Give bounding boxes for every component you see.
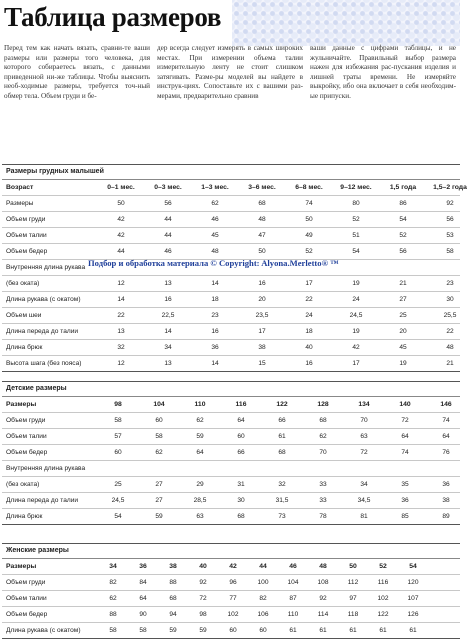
table-cell: 64 xyxy=(442,433,450,440)
row-label: Объем шеи xyxy=(6,312,42,319)
table-row xyxy=(2,445,460,461)
table-cell: 82 xyxy=(259,595,267,602)
table-cell: 50 xyxy=(117,200,125,207)
table-cell: 107 xyxy=(407,595,419,602)
column-header: 50 xyxy=(349,563,357,570)
row-label: Внутренняя длина рукава xyxy=(6,264,86,271)
table-cell: 34,5 xyxy=(357,497,371,504)
table-cell: 73 xyxy=(278,513,286,520)
table-cell: 35 xyxy=(401,481,409,488)
table-cell: 116 xyxy=(377,579,389,586)
table-cell: 84 xyxy=(139,579,147,586)
intro-column-2: дер всегда следует измерять в самых широких местах. При измерении объема талии измерительную ленту не стоит слишком затягивать. Разме-ры моделей вы найдете в инструк-циях. Сопоставьте их с вашими раз-мерами, предварительно сравнив xyxy=(157,44,303,100)
column-header: 9–12 мес. xyxy=(340,184,372,191)
table-cell: 74 xyxy=(442,417,450,424)
table-cell: 22 xyxy=(305,296,313,303)
row-label: Объем талии xyxy=(6,433,47,440)
table-cell: 18 xyxy=(211,296,219,303)
table-cell: 114 xyxy=(317,611,329,618)
table-cell: 62 xyxy=(109,595,117,602)
table-cell: 64 xyxy=(401,433,409,440)
table-cell: 14 xyxy=(164,328,172,335)
table-cell: 90 xyxy=(139,611,147,618)
column-header: 134 xyxy=(358,401,370,408)
table-cell: 32 xyxy=(117,344,125,351)
table-cell: 52 xyxy=(305,248,313,255)
table-cell: 48 xyxy=(211,248,219,255)
copyright-watermark: Подбор и обработка материала © Copyright: Alyona.Merletto® ™ xyxy=(88,258,339,268)
page-title: Таблица размеров xyxy=(4,2,222,32)
table-cell: 40 xyxy=(305,344,313,351)
table-cell: 14 xyxy=(117,296,125,303)
column-header: 0–1 мес. xyxy=(107,184,135,191)
table-cell: 53 xyxy=(446,232,454,239)
table-row xyxy=(2,196,460,212)
table-cell: 22 xyxy=(117,312,125,319)
table-cell: 112 xyxy=(347,579,359,586)
table-cell: 13 xyxy=(164,360,172,367)
row-label: Объем бедер xyxy=(6,449,48,456)
intro-column-3: ваши данные с цифрами таблицы, и не жульничайте. Правильный выбор размера нажен для избежания рас-пускания изделия и лишней траты времени. Не измеряйте выкройку, ибо она включает в себя необходим-ые припуски. xyxy=(310,44,456,100)
table-cell: 61 xyxy=(319,627,327,634)
table-cell: 19 xyxy=(352,328,360,335)
table-cell: 120 xyxy=(407,579,419,586)
table-cell: 48 xyxy=(446,344,454,351)
table-cell: 102 xyxy=(377,595,389,602)
table-cell: 94 xyxy=(169,611,177,618)
table-cell: 61 xyxy=(278,433,286,440)
table-cell: 62 xyxy=(211,200,219,207)
table-row xyxy=(2,429,460,445)
table-cell: 62 xyxy=(319,433,327,440)
lace-header-decoration xyxy=(232,0,460,46)
table-header-row xyxy=(2,180,467,196)
table-cell: 77 xyxy=(229,595,237,602)
table-cell: 16 xyxy=(258,280,266,287)
table-cell: 24,5 xyxy=(111,497,125,504)
table-cell: 78 xyxy=(319,513,327,520)
table-cell: 96 xyxy=(229,579,237,586)
table-cell: 62 xyxy=(155,449,163,456)
table-row xyxy=(2,493,460,509)
table-cell: 27 xyxy=(399,296,407,303)
table-cell: 48 xyxy=(258,216,266,223)
table-cell: 122 xyxy=(377,611,389,618)
table-cell: 60 xyxy=(237,433,245,440)
column-header: 104 xyxy=(153,401,165,408)
table-cell: 34 xyxy=(164,344,172,351)
table-cell: 64 xyxy=(196,449,204,456)
table-row xyxy=(2,356,460,371)
row-label: Внутренняя длина рукава xyxy=(6,465,86,472)
table-cell: 50 xyxy=(258,248,266,255)
table-cell: 61 xyxy=(379,627,387,634)
table-cell: 45 xyxy=(399,344,407,351)
row-label: Длина брюк xyxy=(6,344,43,351)
row-label: Размеры xyxy=(6,200,34,207)
column-header: 44 xyxy=(259,563,267,570)
table-cell: 88 xyxy=(169,579,177,586)
table-cell: 56 xyxy=(446,216,454,223)
table-cell: 24 xyxy=(305,312,313,319)
table-cell: 54 xyxy=(114,513,122,520)
table-cell: 85 xyxy=(401,513,409,520)
table-cell: 92 xyxy=(319,595,327,602)
table-cell: 45 xyxy=(211,232,219,239)
column-header-label: Возраст xyxy=(6,184,34,191)
table-cell: 38 xyxy=(258,344,266,351)
column-header: 38 xyxy=(169,563,177,570)
table-row xyxy=(2,308,460,324)
table-header-row xyxy=(2,559,460,575)
table-cell: 100 xyxy=(257,579,269,586)
table-cell: 13 xyxy=(164,280,172,287)
table-cell: 17 xyxy=(258,328,266,335)
table-infant-sizes xyxy=(2,164,467,372)
table-cell: 52 xyxy=(352,216,360,223)
column-header-label: Размеры xyxy=(6,401,37,408)
table-cell: 21 xyxy=(446,360,454,367)
table-cell: 87 xyxy=(289,595,297,602)
column-header: 98 xyxy=(114,401,122,408)
row-label: Объем бедер xyxy=(6,611,48,618)
table-cell: 80 xyxy=(352,200,360,207)
column-header: 116 xyxy=(235,401,247,408)
table-heading: Размеры грудных малышей xyxy=(2,165,460,180)
table-cell: 63 xyxy=(196,513,204,520)
table-cell: 30 xyxy=(446,296,454,303)
table-cell: 31,5 xyxy=(275,497,289,504)
table-cell: 42 xyxy=(117,216,125,223)
column-header: 1,5 года xyxy=(389,184,417,191)
table-cell: 16 xyxy=(305,360,313,367)
table-cell: 57 xyxy=(114,433,122,440)
table-cell: 60 xyxy=(155,417,163,424)
table-cell: 24 xyxy=(352,296,360,303)
table-cell: 22,5 xyxy=(161,312,175,319)
table-cell: 46 xyxy=(211,216,219,223)
table-cell: 36 xyxy=(401,497,409,504)
row-label: Длина переда до талии xyxy=(6,328,79,335)
table-cell: 51 xyxy=(352,232,360,239)
row-label: Объем талии xyxy=(6,595,47,602)
table-header-row xyxy=(2,397,460,413)
table-cell: 25 xyxy=(399,312,407,319)
column-header: 122 xyxy=(276,401,288,408)
table-cell: 44 xyxy=(164,232,172,239)
table-cell: 74 xyxy=(305,200,313,207)
table-row xyxy=(2,292,460,308)
table-cell: 31 xyxy=(237,481,245,488)
column-header-label: Размеры xyxy=(6,563,37,570)
table-cell: 97 xyxy=(349,595,357,602)
table-cell: 22 xyxy=(446,328,454,335)
table-cell: 92 xyxy=(446,200,454,207)
table-cell: 25,5 xyxy=(443,312,457,319)
table-cell: 68 xyxy=(169,595,177,602)
table-cell: 58 xyxy=(139,627,147,634)
row-label: Объем груди xyxy=(6,417,46,424)
table-cell: 59 xyxy=(196,433,204,440)
table-cell: 68 xyxy=(278,449,286,456)
table-cell: 61 xyxy=(289,627,297,634)
column-header: 6–8 мес. xyxy=(295,184,323,191)
table-cell: 23,5 xyxy=(255,312,269,319)
table-cell: 61 xyxy=(349,627,357,634)
column-header: 54 xyxy=(409,563,417,570)
table-cell: 61 xyxy=(409,627,417,634)
table-cell: 52 xyxy=(399,232,407,239)
table-row xyxy=(2,607,460,623)
table-heading: Женские размеры xyxy=(2,544,460,559)
table-cell: 82 xyxy=(109,579,117,586)
table-cell: 58 xyxy=(155,433,163,440)
table-cell: 30 xyxy=(237,497,245,504)
table-cell: 17 xyxy=(352,360,360,367)
table-cell: 58 xyxy=(446,248,454,255)
table-cell: 68 xyxy=(237,513,245,520)
column-header: 34 xyxy=(109,563,117,570)
table-cell: 58 xyxy=(114,417,122,424)
table-cell: 13 xyxy=(117,328,125,335)
row-label: Объем груди xyxy=(6,216,46,223)
column-header: 48 xyxy=(319,563,327,570)
table-cell: 42 xyxy=(117,232,125,239)
column-header: 1,5–2 года xyxy=(433,184,467,191)
table-cell: 17 xyxy=(305,280,313,287)
column-header: 42 xyxy=(229,563,237,570)
table-cell: 60 xyxy=(259,627,267,634)
table-cell: 70 xyxy=(360,417,368,424)
table-cell: 27 xyxy=(155,481,163,488)
table-cell: 36 xyxy=(442,481,450,488)
column-header: 3–6 мес. xyxy=(248,184,276,191)
table-cell: 25 xyxy=(114,481,122,488)
table-cell: 54 xyxy=(399,216,407,223)
table-row xyxy=(2,212,460,228)
row-label: Длина рукава (с окатом) xyxy=(6,627,81,634)
table-row xyxy=(2,623,460,638)
table-cell: 42 xyxy=(352,344,360,351)
table-cell: 50 xyxy=(305,216,313,223)
table-cell: 68 xyxy=(258,200,266,207)
column-header: 146 xyxy=(440,401,452,408)
row-label: Объем груди xyxy=(6,579,46,586)
column-header: 140 xyxy=(399,401,411,408)
column-header: 1–3 мес. xyxy=(201,184,229,191)
intro-column-1: Перед тем как начать вязать, сравни-те ваши размеры или размеры того человека, для которого собираетесь вязать, с данными приведенной ни-же таблицы. Чтобы выяснить необ-ходимые размеры, требуется точ-ный обмер тела. Объем груди и бе- xyxy=(4,44,150,100)
table-cell: 104 xyxy=(287,579,299,586)
table-cell: 118 xyxy=(347,611,359,618)
table-cell: 66 xyxy=(237,449,245,456)
table-cell: 14 xyxy=(211,280,219,287)
table-cell: 66 xyxy=(278,417,286,424)
table-cell: 28,5 xyxy=(193,497,207,504)
table-cell: 72 xyxy=(199,595,207,602)
table-cell: 38 xyxy=(442,497,450,504)
table-cell: 64 xyxy=(237,417,245,424)
row-label: Высота шага (без пояса) xyxy=(6,360,82,367)
row-label: Длина брюк xyxy=(6,513,43,520)
row-label: Объем бедер xyxy=(6,248,48,255)
column-header: 36 xyxy=(139,563,147,570)
table-cell: 56 xyxy=(164,200,172,207)
table-cell: 98 xyxy=(199,611,207,618)
row-label: Длина рукава (с окатом) xyxy=(6,296,81,303)
table-women-sizes xyxy=(2,543,460,639)
table-cell: 14 xyxy=(211,360,219,367)
column-header: 52 xyxy=(379,563,387,570)
table-cell: 32 xyxy=(278,481,286,488)
table-row xyxy=(2,575,460,591)
table-cell: 102 xyxy=(227,611,239,618)
table-cell: 126 xyxy=(407,611,419,618)
table-cell: 36 xyxy=(211,344,219,351)
column-header: 46 xyxy=(289,563,297,570)
table-cell: 60 xyxy=(229,627,237,634)
table-cell: 59 xyxy=(199,627,207,634)
table-cell: 18 xyxy=(305,328,313,335)
table-cell: 56 xyxy=(399,248,407,255)
table-cell: 62 xyxy=(196,417,204,424)
table-cell: 89 xyxy=(442,513,450,520)
table-row xyxy=(2,324,460,340)
table-cell: 74 xyxy=(401,449,409,456)
table-cell: 20 xyxy=(399,328,407,335)
table-cell: 49 xyxy=(305,232,313,239)
row-label: (без оката) xyxy=(6,481,40,488)
table-cell: 44 xyxy=(164,216,172,223)
column-header: 0–3 мес. xyxy=(154,184,182,191)
table-cell: 15 xyxy=(258,360,266,367)
table-cell: 110 xyxy=(287,611,299,618)
table-cell: 59 xyxy=(169,627,177,634)
table-cell: 72 xyxy=(401,417,409,424)
column-header: 128 xyxy=(317,401,329,408)
table-cell: 19 xyxy=(352,280,360,287)
table-cell: 24,5 xyxy=(349,312,363,319)
table-cell: 68 xyxy=(319,417,327,424)
table-cell: 44 xyxy=(117,248,125,255)
table-heading: Детские размеры xyxy=(2,382,460,397)
table-cell: 86 xyxy=(399,200,407,207)
table-cell: 58 xyxy=(109,627,117,634)
table-cell: 70 xyxy=(319,449,327,456)
row-label: (без оката) xyxy=(6,280,40,287)
table-cell: 60 xyxy=(114,449,122,456)
column-header: 110 xyxy=(194,401,206,408)
table-cell: 76 xyxy=(442,449,450,456)
row-label: Объем талии xyxy=(6,232,47,239)
table-cell: 47 xyxy=(258,232,266,239)
table-cell: 46 xyxy=(164,248,172,255)
table-row xyxy=(2,461,460,477)
table-cell: 34 xyxy=(360,481,368,488)
table-row xyxy=(2,413,460,429)
table-cell: 59 xyxy=(155,513,163,520)
table-cell: 27 xyxy=(155,497,163,504)
table-cell: 16 xyxy=(211,328,219,335)
table-cell: 33 xyxy=(319,497,327,504)
table-cell: 81 xyxy=(360,513,368,520)
table-cell: 23 xyxy=(446,280,454,287)
table-children-sizes xyxy=(2,381,460,525)
table-cell: 20 xyxy=(258,296,266,303)
table-row xyxy=(2,591,460,607)
table-cell: 54 xyxy=(352,248,360,255)
table-cell: 63 xyxy=(360,433,368,440)
row-label: Длина переда до талии xyxy=(6,497,79,504)
table-row xyxy=(2,228,460,244)
table-cell: 23 xyxy=(211,312,219,319)
table-cell: 33 xyxy=(319,481,327,488)
table-cell: 106 xyxy=(257,611,269,618)
table-cell: 88 xyxy=(109,611,117,618)
table-cell: 29 xyxy=(196,481,204,488)
table-row xyxy=(2,340,460,356)
table-cell: 19 xyxy=(399,360,407,367)
column-header: 40 xyxy=(199,563,207,570)
table-cell: 12 xyxy=(117,280,125,287)
table-cell: 72 xyxy=(360,449,368,456)
table-cell: 12 xyxy=(117,360,125,367)
table-row xyxy=(2,477,460,493)
table-cell: 92 xyxy=(199,579,207,586)
table-row xyxy=(2,276,460,292)
table-row xyxy=(2,509,460,524)
table-cell: 108 xyxy=(317,579,329,586)
table-cell: 21 xyxy=(399,280,407,287)
table-cell: 16 xyxy=(164,296,172,303)
table-cell: 64 xyxy=(139,595,147,602)
